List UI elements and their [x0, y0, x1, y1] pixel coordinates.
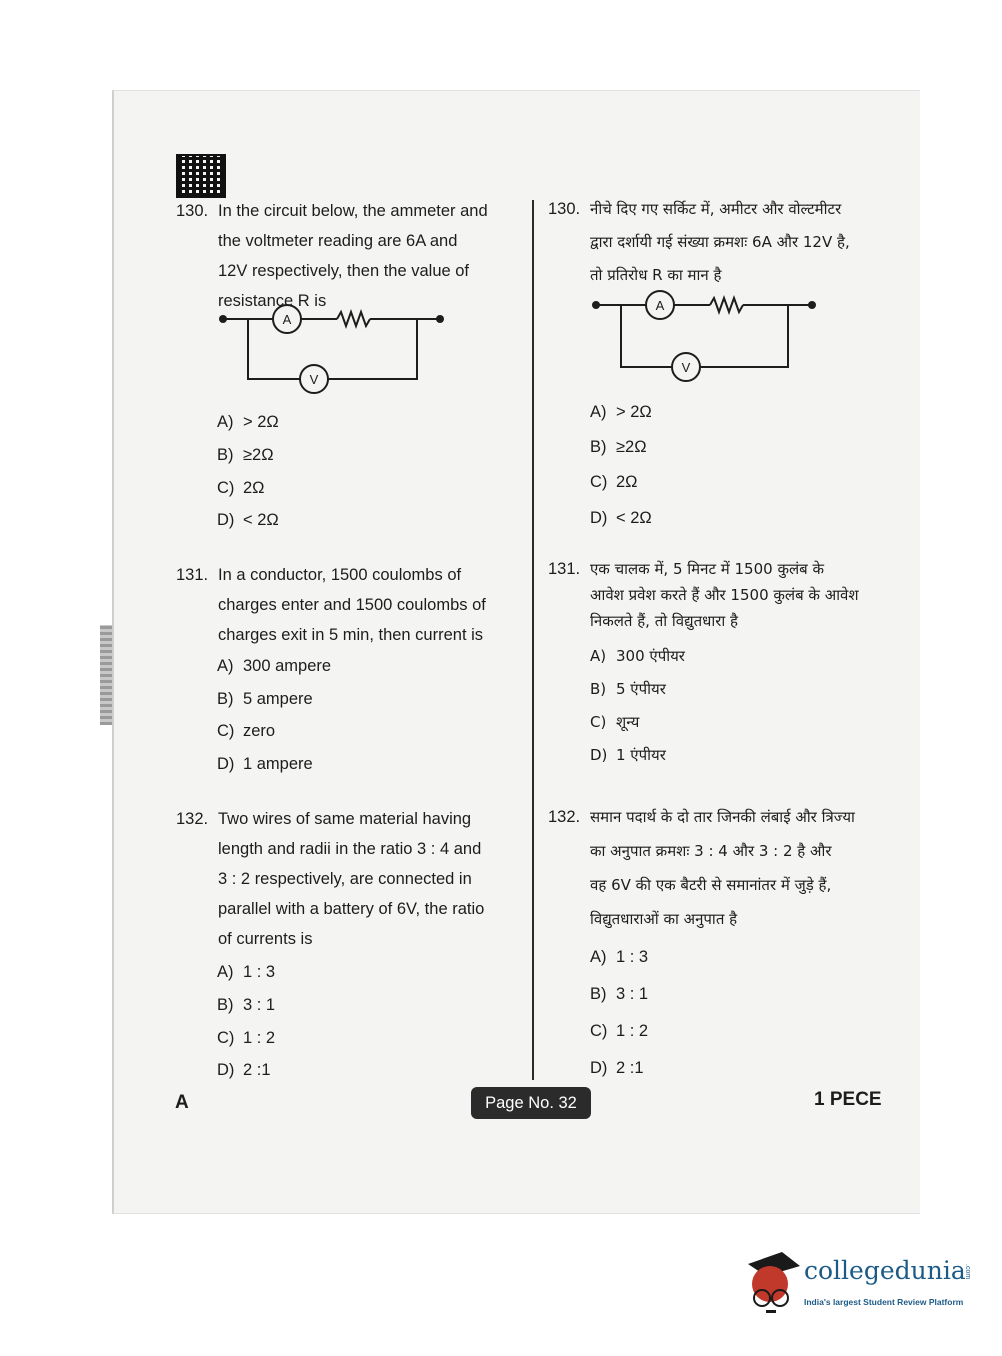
option-130-d-en: D) < 2Ω — [217, 511, 279, 529]
question-stem: एक चालक में, 5 मिनट में 1500 कुलंब के आवेश प्रवेश करते हैं और 1500 कुलंब के आवेश निकलते हैं, तो विद्युतधारा है — [590, 560, 859, 630]
option-131-b-en: B) 5 ampere — [217, 690, 313, 708]
option-131-d-en: D) 1 ampere — [217, 755, 313, 773]
option-132-c-hi: C) 1 : 2 — [590, 1022, 649, 1040]
option-132-d-en: D) 2 :1 — [217, 1061, 271, 1079]
circuit-diagram-en — [215, 302, 450, 394]
mascot-icon — [742, 1250, 802, 1320]
option-131-b-hi: B) 5 एंपीयर — [590, 680, 666, 698]
option-132-c-en: C) 1 : 2 — [217, 1029, 276, 1047]
terminal-right — [808, 301, 816, 309]
question-stem: Two wires of same material having length and radii in the ratio 3 : 4 and 3 : 2 respectively, are connected in parallel with a battery of 6V, the ratio of currents is — [218, 810, 485, 948]
question-132-hi — [548, 800, 888, 936]
question-number: 132. — [176, 810, 209, 828]
option-131-a-en: A) 300 ampere — [217, 657, 332, 675]
option-130-c-hi: C) 2Ω — [590, 473, 638, 491]
option-131-c-hi: C) शून्य — [590, 713, 640, 731]
question-stem: नीचे दिए गए सर्किट में, अमीटर और वोल्टमीटर द्वारा दर्शायी गई संख्या क्रमशः 6A और 12V है, तो प्रतिरोध R का मान है — [590, 200, 850, 284]
option-131-a-hi: A) 300 एंपीयर — [590, 647, 685, 665]
question-stem: In the circuit below, the ammeter and the voltmeter reading are 6A and 12V respectively, then the value of resistance R is — [218, 202, 488, 310]
terminal-right — [436, 315, 444, 323]
option-131-d-hi: D) 1 एंपीयर — [590, 746, 666, 764]
terminal-left — [592, 301, 600, 309]
option-130-d-hi: D) < 2Ω — [590, 509, 652, 527]
binding-strip — [100, 625, 112, 725]
ammeter-label: A — [282, 312, 292, 327]
question-number: 131. — [176, 566, 209, 584]
question-number: 131. — [548, 560, 581, 578]
column-divider — [532, 200, 534, 1080]
option-130-a-en: A) > 2Ω — [217, 413, 279, 431]
option-130-b-en: B) ≥2Ω — [217, 446, 274, 464]
ammeter-label: A — [655, 298, 665, 313]
option-132-a-hi: A) 1 : 3 — [590, 948, 649, 966]
question-130-en — [176, 196, 506, 316]
question-number: 130. — [176, 202, 209, 220]
question-131-hi — [548, 556, 888, 634]
question-130-hi — [548, 193, 888, 292]
paper-code: 1 PECE — [814, 1089, 882, 1110]
set-code: A — [175, 1092, 189, 1113]
question-131-en — [176, 560, 506, 650]
question-number: 132. — [548, 808, 581, 826]
brand-name: collegedunia — [804, 1256, 966, 1285]
question-stem: समान पदार्थ के दो तार जिनकी लंबाई और त्रिज्या का अनुपात क्रमशः 3 : 4 और 3 : 2 है और वह 6V की एक बैटरी से समानांतर में जुड़े हैं, विद्युतधाराओं का अनुपात है — [590, 808, 855, 928]
option-130-b-hi: B) ≥2Ω — [590, 438, 647, 456]
option-130-a-hi: A) > 2Ω — [590, 403, 652, 421]
qr-code — [176, 154, 226, 198]
option-132-d-hi: D) 2 :1 — [590, 1059, 644, 1077]
option-130-c-en: C) 2Ω — [217, 479, 265, 497]
voltmeter-label: V — [681, 360, 691, 375]
question-number: 130. — [548, 200, 581, 218]
question-stem: In a conductor, 1500 coulombs of charges enter and 1500 coulombs of charges exit in 5 min, then current is — [218, 566, 486, 644]
brand-suffix: .com — [964, 1264, 971, 1280]
brand-tagline: India's largest Student Review Platform — [804, 1297, 964, 1307]
option-132-b-en: B) 3 : 1 — [217, 996, 276, 1014]
option-132-a-en: A) 1 : 3 — [217, 963, 276, 981]
circuit-diagram-hi — [588, 290, 823, 382]
collegedunia-logo[interactable] — [742, 1250, 972, 1320]
option-131-c-en: C) zero — [217, 722, 276, 740]
question-132-en — [176, 804, 506, 954]
page-number-badge: Page No. 32 — [471, 1087, 591, 1119]
terminal-left — [219, 315, 227, 323]
option-132-b-hi: B) 3 : 1 — [590, 985, 649, 1003]
voltmeter-label: V — [309, 372, 319, 387]
